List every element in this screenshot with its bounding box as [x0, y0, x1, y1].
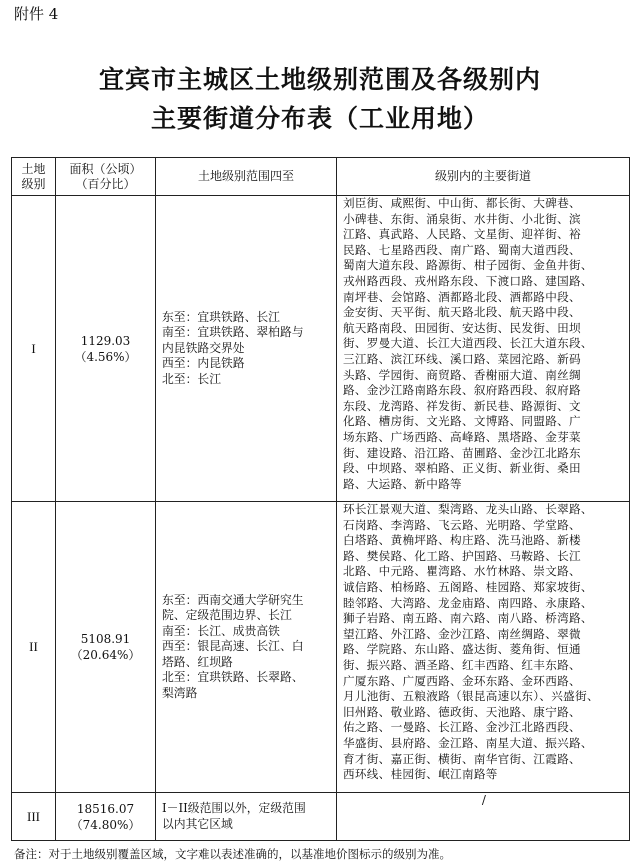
cell-text-line: 街、罗曼大道、长江大道西段、长江大道东段、	[343, 336, 593, 351]
cell-text-line: 金安街、天平街、航天路北段、航天路中段、	[343, 305, 581, 320]
area-value: 18516.07	[76, 801, 135, 816]
cell-text-line: 西至：银昆高速、长江、白	[162, 639, 304, 654]
cell-text-line: 西至：内昆铁路	[162, 356, 245, 371]
streets-cell	[337, 196, 630, 502]
cell-text-line: 段、中坝路、翠柏路、正义街、新业街、桑田	[343, 461, 581, 476]
cell-text-line: 月儿池街、五粮液路（银昆高速以东）、兴盛街、	[343, 689, 599, 704]
cell-text-line: 东段、龙湾路、祥发街、新民巷、路源街、文	[343, 398, 581, 413]
level-cell: II	[12, 502, 56, 793]
area-percent: （4.56%）	[74, 349, 137, 364]
header-range: 土地级别范围四至	[156, 158, 337, 196]
streets-cell	[337, 793, 630, 841]
land-level-table	[11, 157, 630, 841]
range-cell	[156, 502, 337, 793]
area-percent: （20.64%）	[70, 648, 141, 662]
range-cell	[156, 196, 337, 502]
cell-text-line: 民路、七星路西段、南广路、蜀南大道西段、	[343, 242, 581, 257]
cell-text-line: 佑之路、一曼路、长江路、金沙江北路西段、	[343, 720, 581, 735]
cell-text-line: 化路、槽房街、文光路、文博路、同盟路、广	[343, 414, 581, 429]
table-row	[12, 793, 630, 841]
area-cell	[56, 196, 156, 502]
cell-text-line: 院、定级范围边界、长江	[162, 608, 292, 623]
cell-text-line: 环长江景观大道、梨湾路、龙头山路、长翠路、	[343, 502, 593, 516]
table-row	[12, 196, 630, 502]
cell-text-line: 路、大运路、新中路等	[343, 476, 462, 491]
level-cell: I	[12, 196, 56, 502]
cell-text-line: 路、樊侯路、化工路、护国路、马鞍路、长江	[343, 548, 581, 563]
cell-text-line: 路、学院路、东山路、盛达街、菱角街、恒通	[343, 642, 581, 657]
header-level: 土地 级别	[12, 158, 56, 196]
cell-text-line: 江路、真武路、人民路、文星街、迎祥街、裕	[343, 227, 581, 242]
streets-cell	[337, 502, 630, 793]
cell-text-line: 航天路南段、田园街、安达街、民发街、田坝	[343, 320, 581, 335]
cell-text-line: 华盛街、县府路、金江路、南星大道、振兴路、	[343, 735, 593, 750]
cell-text-line: 蜀南大道东段、路源街、柑子园街、金鱼井街、	[343, 258, 593, 273]
table-row	[12, 502, 630, 793]
cell-text-line: 内昆铁路交界处	[162, 340, 245, 355]
cell-text-line: 三江路、滨江环线、溪口路、菜园沱路、新码	[343, 351, 581, 366]
cell-text-line: 石岗路、李湾路、飞云路、光明路、学堂路、	[343, 517, 581, 532]
cell-text-line: 塔路、红坝路	[162, 654, 233, 669]
cell-text-line: 南坪巷、会馆路、酒都路北段、酒都路中段、	[343, 289, 581, 304]
cell-text-line: I－II级范围以外，定级范围	[162, 801, 306, 816]
attachment-label: 附件 4	[14, 5, 59, 23]
cell-text-line: 睦邻路、大湾路、龙金庙路、南四路、永康路、	[343, 595, 593, 610]
cell-text-line: 刘臣街、咸熙街、中山街、都长街、大碑巷、	[343, 196, 581, 210]
header-streets: 级别内的主要街道	[337, 158, 630, 196]
cell-text-line: 望江路、外江路、金沙江路、南丝绸路、翠微	[343, 626, 581, 641]
cell-text-line: 北路、中元路、瞿湾路、水竹林路、崇文路、	[343, 564, 581, 579]
cell-text-line: 梨湾路	[162, 685, 198, 700]
page-title-line-2: 主要街道分布表（工业用地）	[150, 104, 489, 133]
table-header-row	[12, 158, 630, 196]
cell-text-line: 狮子岩路、南五路、南六路、南八路、桥湾路、	[343, 611, 593, 626]
area-cell	[56, 793, 156, 841]
cell-text-line: 头路、学园街、商贸路、香榭丽大道、南丝绸	[343, 367, 581, 382]
cell-text-line: 路、金沙江路南路东段、叙府路西段、叙府路	[343, 383, 581, 398]
cell-text-line: 旧州路、敬业路、德政街、天池路、康宁路、	[343, 704, 581, 719]
cell-text-line: 戎州路西段、戎州路东段、下渡口路、建国路、	[343, 273, 593, 288]
level-cell: III	[12, 793, 56, 841]
page-title-line-1: 宜宾市主城区土地级别范围及各级别内	[98, 65, 541, 94]
footnote: 备注：对于土地级别覆盖区域，文字难以表述准确的，以基准地价图标示的级别为准。	[14, 847, 451, 861]
range-cell	[156, 793, 337, 841]
cell-text-line: 南至：宜珙铁路、翠柏路与	[162, 325, 304, 340]
cell-text-line: 广厦东路、广厦西路、金环东路、金环西路、	[343, 673, 581, 688]
cell-text-line: 以内其它区域	[162, 816, 233, 831]
cell-text-line: 小碑巷、东街、涌泉街、水井街、小北街、滨	[343, 211, 581, 226]
cell-text-line: 西环线、桂园街、岷江南路等	[343, 767, 498, 782]
cell-text-line: 南至：长江、成贵高铁	[162, 623, 280, 638]
cell-text-line: 东至：宜珙铁路、长江	[162, 309, 280, 324]
cell-text-line: 育才街、嘉正街、横街、南华官街、江霞路、	[343, 751, 581, 766]
area-value: 5108.91	[80, 632, 131, 646]
cell-text-line: 场东路、广场西路、高峰路、黑塔路、金芽菜	[343, 429, 581, 444]
area-cell	[56, 502, 156, 793]
cell-text-line: 街、建设路、沿江路、苗圃路、金沙江北路东	[343, 445, 581, 460]
cell-text-line: 街、振兴路、酒圣路、红丰西路、红丰东路、	[343, 657, 581, 672]
cell-text-line: 东至：西南交通大学研究生	[162, 593, 304, 608]
cell-text-line: 北至：宜珙铁路、长翠路、	[162, 670, 304, 685]
cell-text-line: 白塔路、黄桷坪路、构庄路、洗马池路、新楼	[343, 533, 581, 548]
cell-text-line: 北至：长江	[162, 371, 221, 386]
area-value: 1129.03	[80, 333, 131, 348]
cell-text-line: /	[481, 793, 487, 807]
cell-text-line: 诚信路、柏杨路、五阁路、桂园路、郑家坡街、	[343, 579, 593, 594]
header-area: 面积（公顷） （百分比）	[56, 158, 156, 196]
area-percent: （74.80%）	[70, 817, 141, 832]
